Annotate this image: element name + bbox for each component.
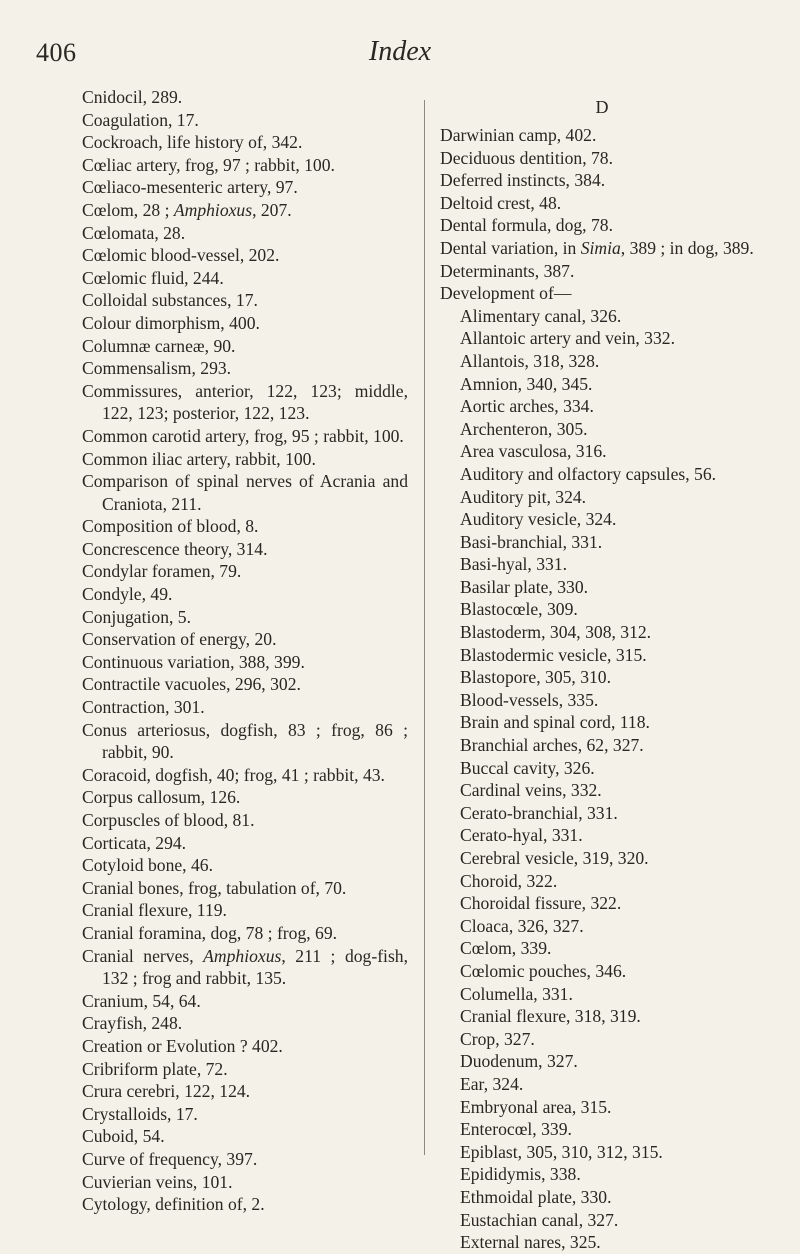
index-entry: Deltoid crest, 48. [440,192,562,213]
index-subentry: Ear, 324. [460,1073,524,1094]
index-entry: Conjugation, 5. [82,606,191,627]
index-entry: Crura cerebri, 122, 124. [82,1081,251,1102]
index-entry: Cœliac artery, frog, 97 ; rabbit, 100. [82,154,335,175]
index-entry: Cytology, definition of, 2. [82,1194,265,1215]
index-entry: Condylar foramen, 79. [82,561,242,582]
index-subentry: Choroidal fissure, 322. [460,893,622,914]
index-subentry: Amnion, 340, 345. [460,373,593,394]
index-entry: Creation or Evolution ? 402. [82,1035,283,1056]
index-entry: Dental formula, dog, 78. [440,215,613,236]
index-entry: Deciduous dentition, 78. [440,147,613,168]
index-entry: Cranial flexure, 119. [82,900,227,921]
index-entry: Comparison of spinal nerves of Acrania and Craniota, 211. [82,471,408,514]
page-number: 406 [36,38,77,67]
index-subentry: Duodenum, 327. [460,1051,578,1072]
index-entry: Contraction, 301. [82,697,205,718]
index-entry: Colour dimorphism, 400. [82,312,260,333]
entry-text: , 389 ; in dog, 389. [620,237,754,258]
index-subentry: Blastocœle, 309. [460,599,578,620]
index-entry: Cœliaco-mesenteric artery, 97. [82,177,298,198]
index-entry: Curve of frequency, 397. [82,1148,258,1169]
index-subentry: Cerato-hyal, 331. [460,825,583,846]
index-entry: Cotyloid bone, 46. [82,855,213,876]
index-entry: Cœlomic fluid, 244. [82,267,224,288]
entry-text: Cranial nerves, [82,945,204,966]
index-subentry: Brain and spinal cord, 118. [460,712,650,733]
index-entry: Deferred instincts, 384. [440,170,606,191]
entry-text: , 211 ; dog-fish, 132 ; frog and rabbit, 135. [102,945,408,989]
index-entry: Common iliac artery, rabbit, 100. [82,448,316,469]
index-entry: Cuvierian veins, 101. [82,1171,233,1192]
index-entry: Cockroach, life history of, 342. [82,132,303,153]
index-entry: Cribriform plate, 72. [82,1058,228,1079]
index-subentry: Blood-vessels, 335. [460,689,599,710]
column-divider [424,100,425,1155]
entry-italic: Amphioxus [203,945,282,966]
index-entry [82,199,408,222]
entry-italic: Amphioxus [173,199,253,220]
index-entry: Development of— [440,283,572,304]
index-subentry: Cerato-branchial, 331. [460,802,618,823]
index-subentry: Blastodermic vesicle, 315. [460,644,647,665]
index-subentry: Eustachian canal, 327. [460,1209,619,1230]
index-entry [82,945,408,990]
index-subentry: Embryonal area, 315. [460,1096,612,1117]
index-subentry: Cœlomic pouches, 346. [460,960,627,981]
index-entry: Corticata, 294. [82,832,187,853]
index-entry: Determinants, 387. [440,260,575,281]
index-entry: Corpus callosum, 126. [82,787,241,808]
index-subentry: Allantois, 318, 328. [460,350,600,371]
entry-text: Cœlom, 28 ; [82,199,174,220]
entry-text: , 207. [252,199,292,220]
index-entry: Coracoid, dogfish, 40; frog, 41 ; rabbit, 43. [82,764,385,785]
index-entry: Condyle, 49. [82,584,173,605]
entry-italic: Simia [580,237,621,258]
index-entry: Concrescence theory, 314. [82,538,268,559]
index-entry: Cœlomata, 28. [82,222,186,243]
index-subentry: Cranial flexure, 318, 319. [460,1006,641,1027]
index-entry: Contractile vacuoles, 296, 302. [82,674,301,695]
index-entry: Crayfish, 248. [82,1013,183,1034]
index-subentry: Branchial arches, 62, 327. [460,735,644,756]
index-subentry: Ethmoidal plate, 330. [460,1186,612,1207]
index-subentry: Buccal cavity, 326. [460,757,595,778]
index-entry: Darwinian camp, 402. [440,125,597,145]
index-subentry: Aortic arches, 334. [460,396,594,417]
index-entry: Conservation of energy, 20. [82,629,277,650]
section-letter: D [595,97,609,117]
index-subentry: Epiblast, 305, 310, 312, 315. [460,1141,663,1162]
index-entry: Cranial bones, frog, tabulation of, 70. [82,877,347,898]
index-subentry: Blastoderm, 304, 308, 312. [460,622,652,643]
index-subentry: Blastopore, 305, 310. [460,667,611,688]
index-subentry: Cloaca, 326, 327. [460,915,584,936]
index-entry: Cœlomic blood-vessel, 202. [82,245,280,266]
index-subentry: Auditory vesicle, 324. [460,509,617,530]
index-subentry: Basi-hyal, 331. [460,554,568,575]
index-entry: Corpuscles of blood, 81. [82,810,255,830]
index-entry: Conus arteriosus, dogfish, 83 ; frog, 86 ; rabbit, 90. [82,719,408,763]
index-subentry: Columella, 331. [460,983,573,1004]
index-subentry: Archenteron, 305. [460,418,588,439]
index-subentry: Epididymis, 338. [460,1164,581,1185]
index-entry: Colloidal substances, 17. [82,290,258,311]
index-entry: Cranial foramina, dog, 78 ; frog, 69. [82,922,338,943]
index-entry: Continuous variation, 388, 399. [82,651,305,672]
index-entry: Commensalism, 293. [82,358,232,379]
index-entry: Crystalloids, 17. [82,1103,198,1124]
index-subentry: Auditory pit, 324. [460,486,587,507]
entry-text: Dental variation, in [440,237,581,258]
index-subentry: Enterocœl, 339. [460,1119,572,1140]
index-entry: Commissures, anterior, 122, 123; middle, 122, 123; posterior, 122, 123. [82,380,408,424]
index-subentry: Cerebral vesicle, 319, 320. [460,848,649,868]
index-entry: Coagulation, 17. [82,109,199,130]
index-subentry: Area vasculosa, 316. [460,441,607,462]
index-subentry: Alimentary canal, 326. [460,305,622,326]
running-title: Index [368,36,432,67]
index-subentry: Cardinal veins, 332. [460,780,602,801]
index-entry: Columnæ carneæ, 90. [82,335,236,356]
index-subentry: Allantoic artery and vein, 332. [460,328,675,349]
index-subentry: Choroid, 322. [460,870,558,891]
index-subentry: Cœlom, 339. [460,938,552,959]
index-subentry: External nares, 325. [460,1232,601,1253]
index-entry: Cranium, 54, 64. [82,990,201,1011]
index-entry [440,237,764,260]
left-column [82,86,408,1216]
right-column [440,86,764,1254]
index-entry: Composition of blood, 8. [82,516,259,537]
index-subentry: Crop, 327. [460,1028,535,1049]
index-entry: Cnidocil, 289. [82,87,183,107]
index-entry: Cuboid, 54. [82,1126,165,1147]
index-entry: Common carotid artery, frog, 95 ; rabbit, 100. [82,425,404,446]
index-subentry: Basilar plate, 330. [460,576,589,597]
index-subentry: Auditory and olfactory capsules, 56. [460,463,717,484]
index-subentry: Basi-branchial, 331. [460,531,603,552]
